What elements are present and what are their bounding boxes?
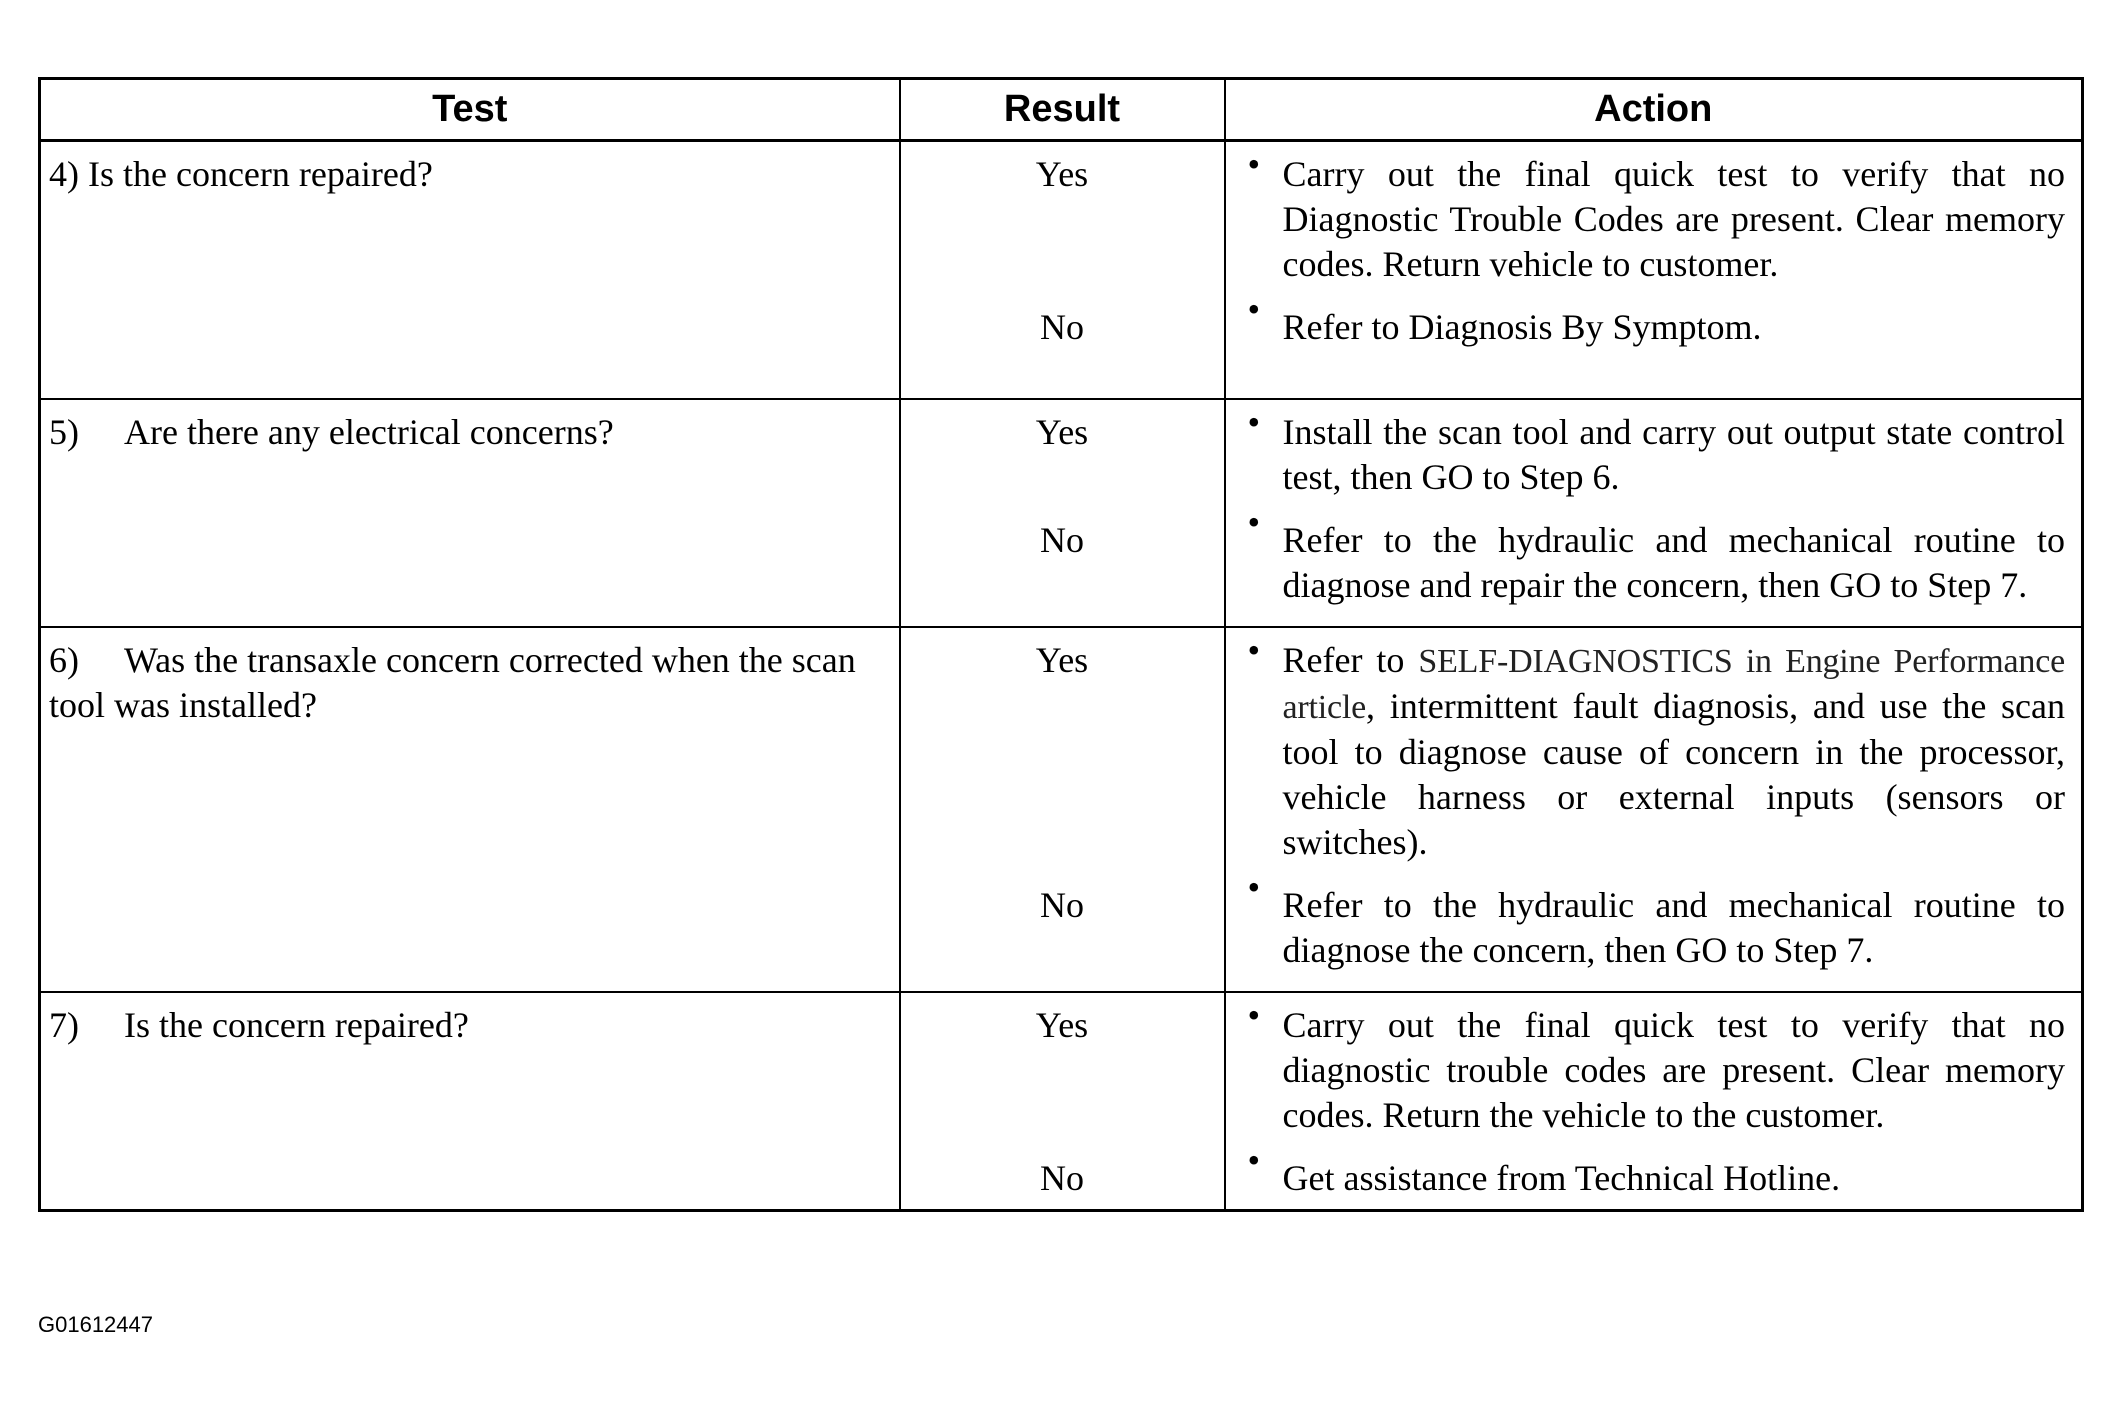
step-6-question-text: Was the transaxle concern corrected when the scan tool was installed? — [49, 640, 856, 725]
step-7-question — [49, 1003, 889, 1048]
step-7-action-no-cell — [1225, 1138, 2083, 1211]
figure-id: G01612447 — [38, 1312, 153, 1337]
step-6-action-yes — [1226, 628, 2082, 865]
bullet-icon: • — [1247, 995, 1261, 1035]
step-5-question-text: Are there any electrical concerns? — [124, 412, 614, 452]
step-7-test-cell — [40, 992, 900, 1211]
step-6-action-yes-prefix: Refer to — [1282, 640, 1405, 680]
step-6-action-yes-cell — [1225, 627, 2083, 865]
bullet-icon: • — [1247, 867, 1261, 907]
bullet-icon: • — [1247, 502, 1261, 542]
step-5-action-yes-text: Install the scan tool and carry out output state control test, then GO to Step 6. — [1282, 412, 2065, 497]
step-5-test-cell — [40, 399, 900, 627]
step-7-result-no: No — [900, 1138, 1225, 1211]
step-5-result-yes: Yes — [900, 399, 1225, 500]
step-6-action-no-text: Refer to the hydraulic and mechanical routine to diagnose the concern, then GO to Step 7. — [1282, 885, 2065, 970]
step-7-row-yes — [40, 992, 2083, 1138]
step-6-number: 6) — [49, 640, 79, 680]
bullet-icon: • — [1247, 402, 1261, 442]
step-7-number: 7) — [49, 1005, 79, 1045]
step-4-number: 4) — [49, 154, 79, 194]
step-5-action-no-text: Refer to the hydraulic and mechanical routine to diagnose and repair the concern, then GO to Step 7. — [1282, 520, 2065, 605]
header-action: Action — [1225, 79, 2083, 141]
step-4-action-no-text: Refer to Diagnosis By Symptom. — [1282, 307, 1762, 347]
step-5-result-no: No — [900, 500, 1225, 627]
step-4-action-no-cell — [1225, 287, 2083, 399]
step-6-result-no: No — [900, 865, 1225, 992]
step-7-action-yes — [1226, 993, 2082, 1138]
step-7-action-yes-text: Carry out the final quick test to verify that no diagnostic trouble codes are present. Clear memory codes. Return the vehicle to the customer. — [1282, 1005, 2065, 1135]
bullet-icon: • — [1247, 289, 1261, 329]
bullet-icon: • — [1247, 630, 1261, 670]
step-4-result-yes: Yes — [900, 141, 1225, 288]
step-4-action-no — [1226, 287, 2082, 350]
bullet-icon: • — [1247, 1140, 1261, 1180]
step-5-action-no-cell — [1225, 500, 2083, 627]
step-6-action-yes-reference: SELF-DIAGNOSTICS in Engine Performance article — [1282, 643, 2065, 726]
step-7-action-no-text: Get assistance from Technical Hotline. — [1282, 1158, 1841, 1198]
step-6-action-no-cell — [1225, 865, 2083, 992]
header-row — [40, 79, 2083, 141]
step-4-action-yes-text: Carry out the final quick test to verify that no Diagnostic Trouble Codes are present. Clear memory codes. Return vehicle to customer. — [1282, 154, 2065, 284]
step-4-row-yes — [40, 141, 2083, 288]
step-4-test-cell — [40, 141, 900, 400]
step-5-action-no — [1226, 500, 2082, 608]
step-7-result-yes: Yes — [900, 992, 1225, 1138]
step-4-question-text: Is the concern repaired? — [88, 154, 433, 194]
step-7-question-text: Is the concern repaired? — [124, 1005, 469, 1045]
step-5-number: 5) — [49, 412, 79, 452]
step-4-action-yes-cell — [1225, 141, 2083, 288]
step-4-action-yes — [1226, 142, 2082, 287]
step-6-row-yes — [40, 627, 2083, 865]
step-4-question — [49, 152, 889, 197]
step-7-action-yes-cell — [1225, 992, 2083, 1138]
step-6-result-yes: Yes — [900, 627, 1225, 865]
bullet-icon: • — [1247, 144, 1261, 184]
step-5-row-yes — [40, 399, 2083, 500]
step-6-action-yes-suffix: , intermittent fault diagnosis, and use the scan tool to diagnose cause of concern in the processor, vehicle harness or external inputs (sensors or switches). — [1282, 686, 2065, 862]
step-7-action-no — [1226, 1138, 2082, 1201]
diagnostic-table — [38, 77, 2084, 1212]
step-5-action-yes — [1226, 400, 2082, 500]
step-5-question — [49, 410, 889, 455]
step-6-action-no — [1226, 865, 2082, 973]
step-6-test-cell — [40, 627, 900, 992]
step-6-question — [49, 638, 889, 728]
step-4-result-no: No — [900, 287, 1225, 399]
step-5-action-yes-cell — [1225, 399, 2083, 500]
header-result: Result — [900, 79, 1225, 141]
header-test: Test — [40, 79, 900, 141]
